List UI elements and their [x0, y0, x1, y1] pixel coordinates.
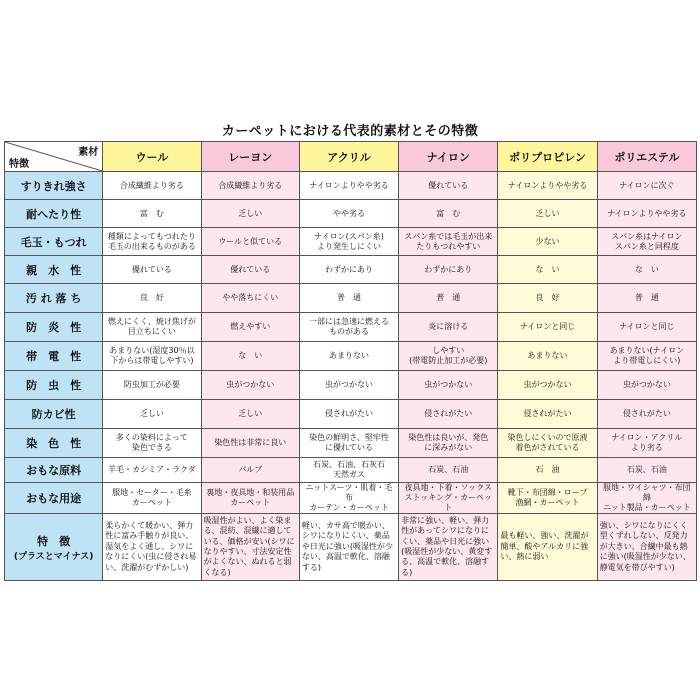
table-cell: 富 む	[103, 200, 201, 228]
table-cell: 虫がつかない	[498, 371, 597, 400]
row-header	[5, 313, 103, 342]
table-cell: 優れている	[399, 172, 498, 200]
table-cell: 良 好	[103, 284, 201, 313]
table-row	[5, 313, 697, 342]
table-cell: ナイロン(スパン糸) より発生しにくい	[299, 228, 398, 256]
table-cell: 富 む	[399, 200, 498, 228]
table-cell: 染色性は良いが、発色 に深みがない	[399, 429, 498, 458]
table-cell: 服地・セーター・毛糸 カーペット	[103, 483, 201, 514]
table-cell: 吸湿性がよい、よく染まる、混紡、混繊に適している、価格が安い(シワになりやすい、寸法安定性がよくない、ぬれると弱くなる)	[201, 514, 299, 581]
material-header: ポリエステル	[597, 142, 696, 172]
table-row	[5, 284, 697, 313]
table-cell: 虫がつかない	[597, 371, 696, 400]
table-cell: 石 油	[498, 458, 597, 483]
row-header-label: 防カビ性	[31, 408, 76, 421]
table-cell: やや劣る	[299, 200, 398, 228]
table-cell: 非常に強い、軽い、弾力性があってシワになりにくい、薬品や日光に強い(吸湿性が少ない、黄変する、高温で軟化、溶融する)	[399, 514, 498, 581]
row-header	[5, 483, 103, 514]
row-header	[5, 342, 103, 371]
row-header-sublabel: (プラスとマイナス)	[13, 551, 94, 562]
row-header-label: 汚 れ 落 ち	[25, 292, 82, 305]
table-cell: 羊毛・カシミア・ラクダ	[103, 458, 201, 483]
table-cell: 石炭、石油	[399, 458, 498, 483]
table-cell: 裏地・夜具地・和装用品 カーペット	[201, 483, 299, 514]
row-header	[5, 429, 103, 458]
corner-feature-label: 特徴	[9, 159, 29, 170]
table-cell: 虫がつかない	[201, 371, 299, 400]
row-header-label: 染 色 性	[26, 437, 82, 450]
table-cell: 防虫加工が必要	[103, 371, 201, 400]
table-cell: 乏しい	[201, 200, 299, 228]
table-cell: ナイロンよりやや劣る	[498, 172, 597, 200]
material-comparison-table	[4, 141, 697, 581]
table-cell: 燃えにくく、焼け焦げが 目立ちにくい	[103, 313, 201, 342]
table-cell: やや落ちにくい	[201, 284, 299, 313]
table-cell: 良 好	[498, 284, 597, 313]
table-cell: あまりない	[299, 342, 398, 371]
material-header: ウール	[103, 142, 201, 172]
row-header	[5, 371, 103, 400]
row-header-label: 耐へたり性	[26, 207, 82, 221]
table-cell: 侵されがたい	[299, 400, 398, 429]
table-cell: 侵されがたい	[597, 400, 696, 429]
row-header	[5, 172, 103, 200]
material-header: ナイロン	[399, 142, 498, 172]
table-cell: あまりない(ナイロン より帯電しにくい)	[597, 342, 696, 371]
table-row	[5, 228, 697, 256]
table-cell: 靴下・布団綿・ロープ 漁網・カーペット	[498, 483, 597, 514]
row-header-label: 毛玉・もつれ	[20, 235, 87, 249]
table-cell: 種類によってもつれたり 毛玉の出来るものがある	[103, 228, 201, 256]
table-row	[5, 458, 697, 483]
table-cell: 侵されがたい	[399, 400, 498, 429]
row-header	[5, 458, 103, 483]
row-header	[5, 200, 103, 228]
table-cell: 夜具地・下着・ソックス ストッキング・カーペット	[399, 483, 498, 514]
table-cell: ナイロンよりやや劣る	[299, 172, 398, 200]
table-cell: ナイロンよりやや劣る	[597, 200, 696, 228]
header-row	[5, 142, 697, 172]
table-cell: 最も軽い、強い、洗濯が簡単、酸やアルカリに強い、熱に弱い	[498, 514, 597, 581]
corner-header	[5, 142, 103, 172]
table-cell: 合成繊維より劣る	[201, 172, 299, 200]
table-row	[5, 200, 697, 228]
table-row	[5, 400, 697, 429]
table-cell: 軽い、カサ高で暖かい、シワになりにくい、薬品や日光に強い(吸湿性が少ない、高温で軟化、溶融する)	[299, 514, 398, 581]
table-cell: ナイロンと同じ	[498, 313, 597, 342]
table-cell: スパン糸では毛玉が出来 たりもつれやすい	[399, 228, 498, 256]
material-header: レーヨン	[201, 142, 299, 172]
table-cell: 少ない	[498, 228, 597, 256]
row-header-label: おもな用途	[26, 492, 82, 505]
table-row	[5, 514, 697, 581]
material-header: アクリル	[299, 142, 398, 172]
table-cell: 石炭、石油、石灰石 天然ガス	[299, 458, 398, 483]
table-cell: な い	[597, 256, 696, 284]
corner-material-label: 素材	[78, 147, 99, 158]
table-cell: あまりない	[498, 342, 597, 371]
table-cell: 虫がつかない	[299, 371, 398, 400]
row-header	[5, 284, 103, 313]
table-row	[5, 429, 697, 458]
table-cell: 染色の鮮明さ、堅牢性 に優れている	[299, 429, 398, 458]
row-header	[5, 256, 103, 284]
table-cell: 多くの染料によって 染色できる	[103, 429, 201, 458]
row-header	[5, 514, 103, 581]
row-header-label: 特 徴	[37, 534, 71, 548]
table-cell: 乏しい	[103, 400, 201, 429]
table-cell: 石炭、石油	[597, 458, 696, 483]
table-cell: ナイロン・アクリル より劣る	[597, 429, 696, 458]
table-cell: 乏しい	[498, 200, 597, 228]
table-cell: 炎に溶ける	[399, 313, 498, 342]
table-cell: 乏しい	[201, 400, 299, 429]
table-cell: な い	[498, 256, 597, 284]
page-title: カーペットにおける代表的素材とその特徴	[221, 124, 479, 139]
table-cell: 優れている	[201, 256, 299, 284]
table-cell: ナイロンに次ぐ	[597, 172, 696, 200]
table-cell: 優れている	[103, 256, 201, 284]
table-cell: 一部には急速に燃える ものがある	[299, 313, 398, 342]
table-cell: ナイロンと同じ	[597, 313, 696, 342]
row-header-label: すりきれ強さ	[20, 179, 87, 193]
table-cell: わずかにあり	[299, 256, 398, 284]
table-cell: な い	[201, 342, 299, 371]
table-cell: パルプ	[201, 458, 299, 483]
table-cell: 普 通	[597, 284, 696, 313]
table-cell: 合成繊維より劣る	[103, 172, 201, 200]
table-row	[5, 342, 697, 371]
row-header-label: 帯 電 性	[26, 350, 82, 363]
material-header: ポリプロピレン	[498, 142, 597, 172]
table-cell: ニットスーツ・肌着・毛布 カーテン・カーペット	[299, 483, 398, 514]
row-header	[5, 400, 103, 429]
table-cell: 服地・ワイシャツ・布団綿 ニット製品・カーペット	[597, 483, 696, 514]
row-header-label: おもな原料	[26, 464, 82, 477]
table-cell: 普 通	[299, 284, 398, 313]
table-cell: しやすい (帯電防止加工が必要)	[399, 342, 498, 371]
table-cell: 虫がつかない	[399, 371, 498, 400]
row-header-label: 防 炎 性	[26, 321, 82, 334]
row-header	[5, 228, 103, 256]
row-header-label: 親 水 性	[26, 263, 82, 277]
table-cell: 強い、シワになりにくく型くずれしない、反発力が大きい、合繊中最も熱に強い(吸湿性が少ない、静電気を帯びやすい)	[597, 514, 696, 581]
table-row	[5, 172, 697, 200]
table-row	[5, 483, 697, 514]
table-cell: 染色性は非常に良い	[201, 429, 299, 458]
table-cell: 普 通	[399, 284, 498, 313]
table-row	[5, 371, 697, 400]
table-cell: スパン糸はナイロン スパン糸と同程度	[597, 228, 696, 256]
table-cell: 侵されがたい	[498, 400, 597, 429]
table-cell: あまりない(湿度30％以 下からは帯電しやすい)	[103, 342, 201, 371]
row-header-label: 防 虫 性	[26, 379, 82, 392]
table-cell: 柔らかくて暖かい、弾力性に富み手触りが良い、湿気をよく通し、シワになりにくい(虫に侵され易い、洗濯がむずかしい)	[103, 514, 201, 581]
table-cell: 染色しにくいので原液 着色がされている	[498, 429, 597, 458]
table-cell: わずかにあり	[399, 256, 498, 284]
table-cell: ウールと似ている	[201, 228, 299, 256]
table-row	[5, 256, 697, 284]
table-cell: 燃えやすい	[201, 313, 299, 342]
